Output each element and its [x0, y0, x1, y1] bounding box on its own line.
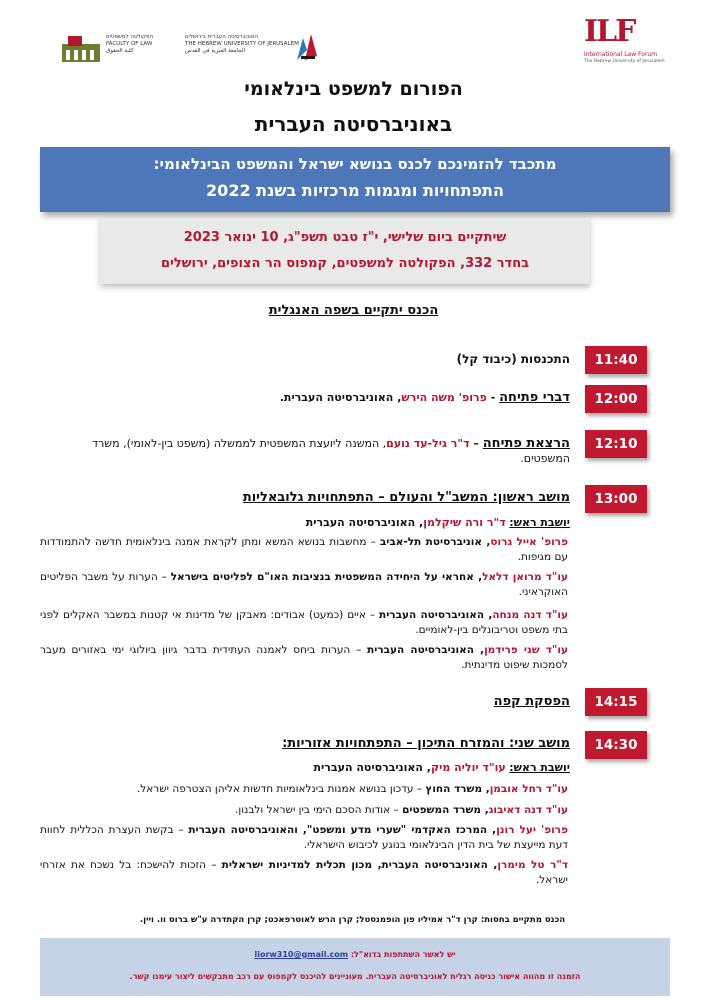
event-details-box: [100, 218, 590, 284]
huji-ar: الجامعة العبرية في القدس: [185, 48, 246, 54]
event-date: שיתקיים ביום שלישי, י"ז טבט תשפ"ג, 10 ינואר 2023: [183, 230, 507, 245]
hebrew-university-logo: [185, 28, 320, 68]
talk-item: [40, 608, 568, 638]
faculty-he: הפקולטה למשפטים: [106, 34, 154, 40]
page-title-line2: באוניברסיטה העברית: [254, 112, 453, 136]
talk-affiliation: , האוניברסיטה העברית: [367, 644, 485, 656]
chair-label: יושבת ראש:: [509, 516, 570, 529]
talk-speaker: עו"ד שני פרידמן: [484, 644, 568, 656]
ilf-sub: The Hebrew University of Jerusalem: [584, 59, 665, 64]
talk-speaker: עו"ד מרואן דלאל: [482, 571, 568, 583]
talk-speaker: פרופ' יעל רונן: [496, 824, 568, 836]
talk-item: [40, 570, 568, 600]
huji-en: THE HEBREW UNIVERSITY OF JERUSALEM: [185, 41, 299, 47]
talk-item: [40, 858, 568, 888]
faculty-of-law-logo: [60, 30, 180, 66]
talk-speaker: עו"ד רחל אובמן: [489, 783, 568, 795]
session-title: התכנסות (כיבוד קל): [456, 352, 570, 366]
talk-description: – אודות הסכם הימי בין ישראל ולבנון.: [235, 804, 403, 816]
talk-affiliation: , משרד החוץ: [425, 783, 490, 795]
rsvp-footer: [40, 938, 670, 996]
session-chair: [40, 515, 570, 530]
talk-affiliation: , משרד המשפטים: [402, 804, 489, 816]
language-note: הכנס יתקיים בשפה האנגלית: [268, 303, 439, 318]
rsvp-email-link[interactable]: liorw310@gmail.com: [254, 950, 349, 959]
chair-name: ד"ר ורה שיקלמן: [423, 516, 506, 529]
session-title: דברי פתיחה: [499, 390, 570, 405]
talk-description: – עדכון בנושא אמנות בינלאומיות חדשות אליהן הצטרפה ישראל.: [136, 783, 426, 795]
rsvp-text: יש לאשר השתתפות בדוא"ל:: [350, 950, 456, 959]
talk-description: – מחשבות בנושא המשא ומתן לקראת אמנה בינלאומית חדשה להתמודדות עם מגיפות.: [40, 536, 568, 563]
speaker-affiliation: , האוניברסיטה העברית.: [279, 391, 402, 404]
huji-emblem-icon: [293, 30, 319, 62]
rsvp-line: [40, 950, 670, 959]
talk-description: – הערות על משבר הפליטים האוקראיני.: [40, 571, 568, 598]
session-row: הרצאת פתיחה – ד"ר גיל-עד נועם, המשנה ליועצת המשפטית לממשלה (משפט בין-לאומי), משרד המשפטים.: [92, 436, 570, 465]
chair-label: יושבת ראש:: [509, 761, 570, 774]
faculty-en: FACULTY OF LAW: [106, 41, 153, 47]
talk-item: [40, 535, 568, 565]
talk-affiliation: , אחראי על היחידה המשפטית בנציבות האו"ם לפליטים בישראל: [170, 571, 483, 583]
banner-line2: התפתחויות ומגמות מרכזיות בשנת 2022: [206, 181, 504, 200]
ilf-logo: [580, 14, 665, 74]
talk-affiliation: , המרכז האקדמי "שערי מדע ומשפט", והאוניברסיטה העברית: [188, 824, 497, 836]
talk-description: – איים (כמעט) אבודים: מאבקן של מדינות אי קטנות במשבר האקלים לפני בתי משפט וטריבונלים בין-לאומיים.: [40, 609, 568, 636]
speaker-affiliation: , המשנה ליועצת המשפטית לממשלה (משפט בין-לאומי), משרד המשפטים.: [92, 437, 570, 465]
event-location: בחדר 332, הפקולטה למשפטים, קמפוס הר הצופים, ירושלים: [160, 256, 530, 271]
ilf-mark: ILF: [584, 14, 635, 49]
speaker-name: ד"ר גיל-עד נועם: [386, 437, 470, 450]
talk-description: – בקשת העצרת הכללית לחוות דעת מייעצת של בית הדין הבינלאומי בנוגע לכיבוש הישראלי.: [40, 824, 568, 851]
time-badge: 14:15: [585, 688, 647, 716]
talk-item: [40, 803, 568, 818]
session-chair: [40, 760, 570, 775]
chair-affiliation: , האוניברסיטה העברית: [305, 516, 424, 529]
session-title: הרצאת פתיחה: [482, 436, 570, 451]
talk-speaker: עו"ד דנה דאיבוג: [488, 804, 568, 816]
faculty-ar: كلية الحقوق: [106, 48, 134, 54]
talk-item: [40, 643, 568, 673]
session-row: דברי פתיחה - פרופ' משה הירש, האוניברסיטה העברית.: [279, 390, 570, 405]
talk-affiliation: , האוניברסיטה העברית: [379, 609, 493, 621]
speaker-name: פרופ' משה הירש: [401, 391, 487, 404]
huji-he: האוניברסיטה העברית בירושלים: [185, 34, 259, 40]
ilf-name: International Law Forum: [584, 51, 658, 58]
talk-description: – הערות ביחס לאמנה העתידית בדבר גיוון ביולוגי ימי באזורים מעבר לסמכות שיפוט מדינתית.: [40, 644, 568, 671]
talk-description: – הזכות להישכח: בל נשכח את אזרחי ישראל.: [40, 859, 568, 886]
session-title: מושב ראשון: המשב"ל והעולם – התפתחויות גלובאליות: [242, 490, 570, 505]
talk-speaker: פרופ' אייל גרוס: [490, 536, 568, 548]
session-title: מושב שני: והמזרח התיכון – התפתחויות אזוריות:: [282, 736, 570, 751]
time-badge: 14:30: [585, 731, 647, 759]
talk-speaker: ד"ר טל מימרן: [497, 859, 568, 871]
talk-item: [40, 782, 568, 797]
session-title: הפסקת קפה: [493, 694, 570, 709]
banner-line1: מתכבד להזמינכם לכנס בנושא ישראל והמשפט הבינלאומי:: [153, 155, 557, 173]
entry-note: הזמנה זו מהווה אישור כניסה רגלית לאוניברסיטה העברית. מעוניינים להיכנס לקמפוס עם רכב מתבקשים ליצור עימנו קשר.: [129, 972, 581, 981]
time-badge: 12:10: [585, 430, 647, 458]
chair-name: עו"ד יוליה מיק: [430, 761, 506, 774]
talk-affiliation: , אוניברסיטת תל-אביב: [379, 536, 491, 548]
talk-speaker: עו"ד דנה מנחה: [492, 609, 569, 621]
talk-affiliation: , האוניברסיטה העברית, מכון תכלית למדיניות ישראלית: [221, 859, 498, 871]
page-title-line1: הפורום למשפט בינלאומי: [244, 78, 463, 100]
time-badge: 13:00: [585, 485, 647, 513]
sponsors-line: הכנס מתקיים בחסות: קרן ד"ר אמיליו פון הופמנסטל; קרן הרש לאוטרפאכט; קרן הקתדרה ע"ש ברוס וו. ויין.: [139, 915, 566, 925]
time-badge: 11:40: [585, 346, 647, 374]
conference-banner: [40, 147, 670, 212]
chair-affiliation: , האוניברסיטה העברית: [313, 761, 431, 774]
time-badge: 12:00: [585, 385, 647, 413]
talk-item: [40, 823, 568, 853]
faculty-building-icon: [60, 34, 102, 64]
